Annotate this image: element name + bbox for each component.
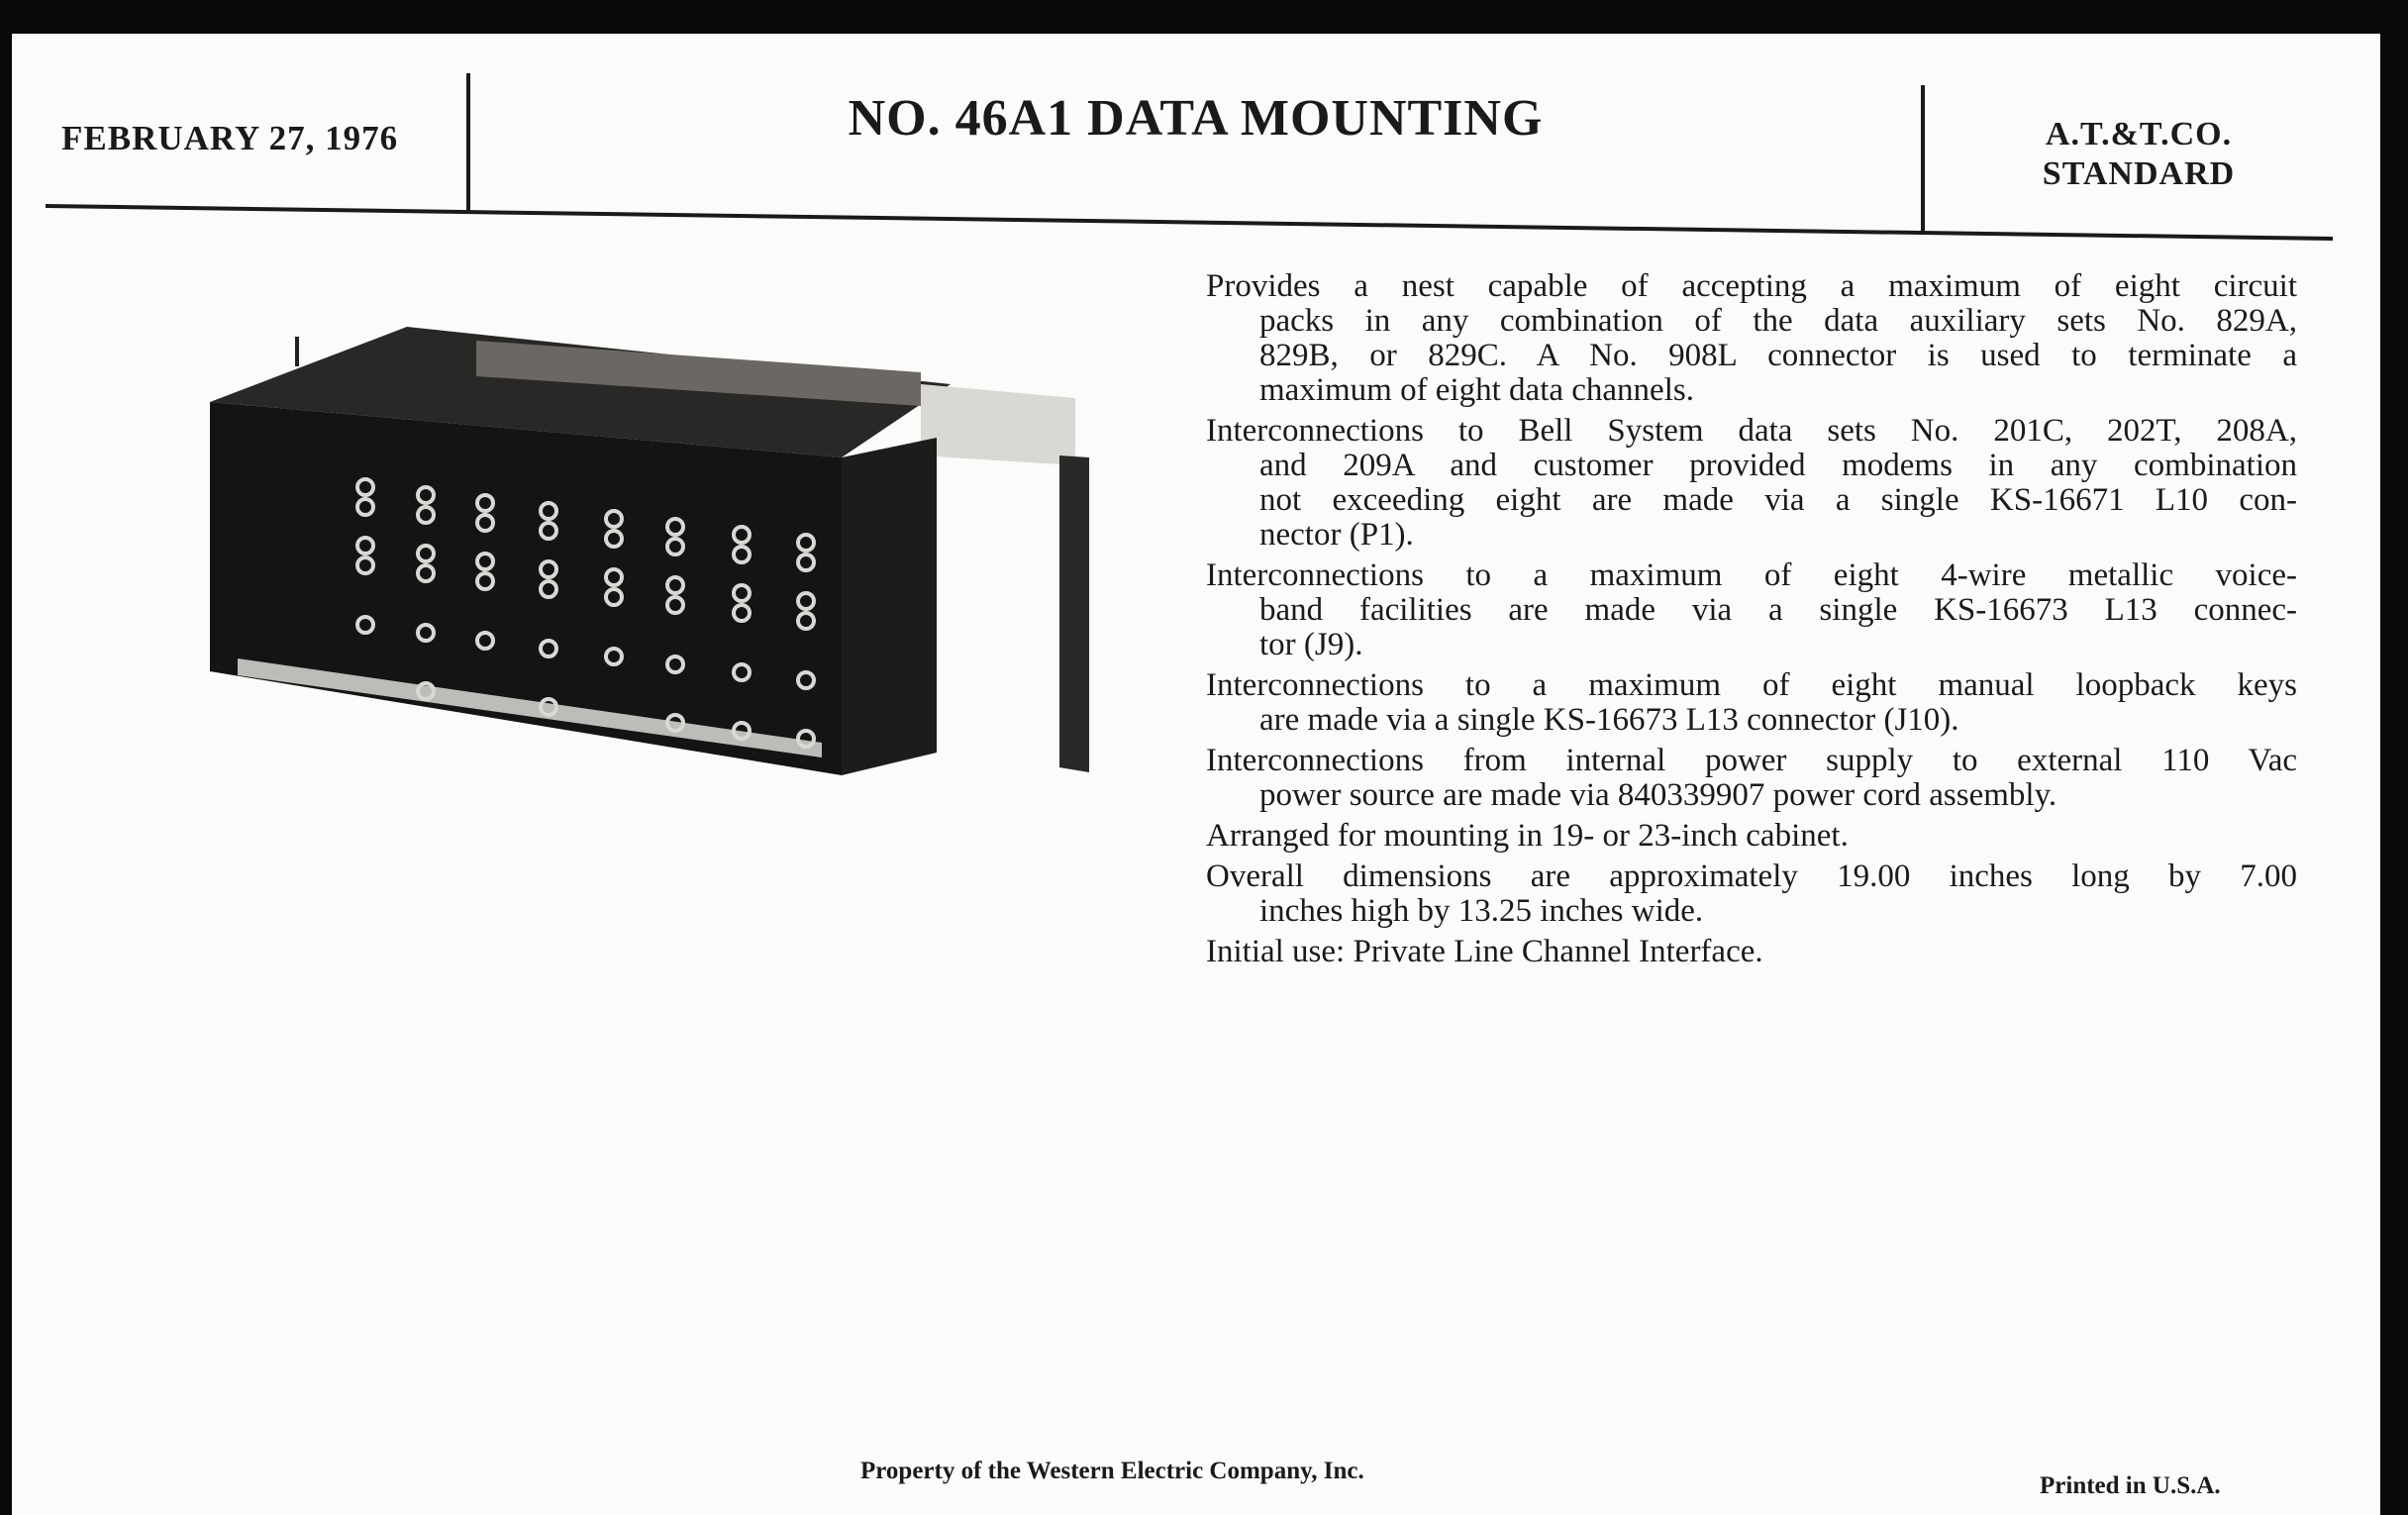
header-rule	[0, 0, 2408, 297]
spec-paragraph	[1206, 935, 2297, 969]
spec-paragraph	[1206, 744, 2297, 813]
standard-line-2: STANDARD	[2042, 155, 2236, 192]
power-unit	[921, 384, 1075, 465]
printed-notice: Printed in U.S.A.	[2040, 1472, 2221, 1499]
paragraph-line: power source are made via 840339907 power cord assembly.	[1259, 777, 2057, 813]
paragraph-line: Initial use: Private Line Channel Interface.	[1206, 934, 1763, 969]
spec-paragraph	[1206, 558, 2297, 662]
paragraph-line: band facilities are made via a single KS-16673 L13 connec-	[1259, 592, 2297, 628]
paragraph-line: Arranged for mounting in 19- or 23-inch cabinet.	[1206, 818, 1849, 854]
property-notice: Property of the Western Electric Company, Inc.	[860, 1458, 1364, 1484]
spec-paragraph	[1206, 414, 2297, 553]
paragraph-line: Interconnections to a maximum of eight 4-wire metallic voice-	[1206, 557, 2297, 593]
paragraph-line: Interconnections to Bell System data sets No. 201C, 202T, 208A,	[1206, 413, 2297, 449]
paragraph-line: and 209A and customer provided modems in any combination	[1259, 448, 2297, 483]
paragraph-line: packs in any combination of the data auxiliary sets No. 829A,	[1259, 303, 2297, 339]
paragraph-line: maximum of eight data channels.	[1259, 372, 1694, 408]
spec-paragraph	[1206, 269, 2297, 408]
paragraph-line: not exceeding eight are made via a single KS-16671 L10 con-	[1259, 482, 2297, 518]
paragraph-line: Interconnections from internal power supply to external 110 Vac	[1206, 743, 2297, 778]
paragraph-line: 829B, or 829C. A No. 908L connector is used to terminate a	[1259, 338, 2297, 373]
equipment-photo	[198, 307, 1109, 792]
spec-paragraph	[1206, 819, 2297, 854]
description-text	[1206, 269, 2297, 975]
paragraph-line: tor (J9).	[1259, 627, 1363, 662]
paragraph-line: Interconnections to a maximum of eight manual loopback keys	[1206, 667, 2297, 703]
standard-line-1: A.T.&T.CO.	[2045, 116, 2233, 152]
paragraph-line: are made via a single KS-16673 L13 connector (J10).	[1259, 702, 1959, 738]
spec-paragraph	[1206, 859, 2297, 929]
mounting-ear	[1059, 455, 1089, 772]
document-title: NO. 46A1 DATA MOUNTING	[848, 90, 1544, 147]
chassis-side	[842, 438, 937, 775]
paragraph-line: Provides a nest capable of accepting a maximum of eight circuit	[1206, 268, 2297, 304]
spec-paragraph	[1206, 668, 2297, 738]
paragraph-line: nector (P1).	[1259, 517, 1414, 553]
paragraph-line: Overall dimensions are approximately 19.00 inches long by 7.00	[1206, 858, 2297, 894]
document-date: FEBRUARY 27, 1976	[61, 119, 399, 157]
paragraph-line: inches high by 13.25 inches wide.	[1259, 893, 1704, 929]
